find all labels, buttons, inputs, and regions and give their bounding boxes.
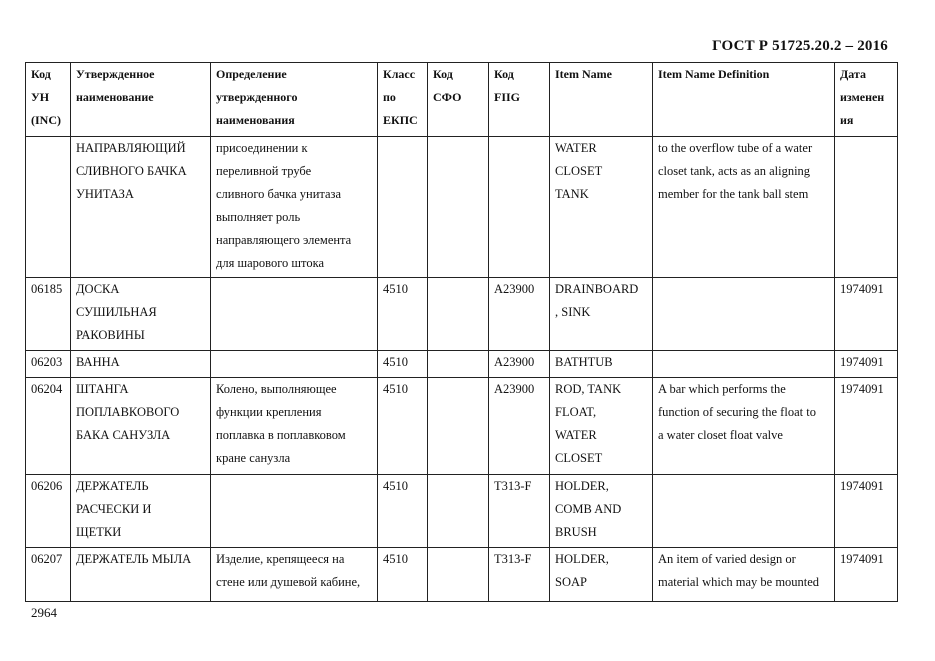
table-row xyxy=(26,137,898,278)
table-row xyxy=(26,378,898,475)
column-header-date: Дата изменен ия xyxy=(835,63,898,137)
cell-code: 06207 xyxy=(26,548,71,602)
cell-item-definition: An item of varied design or material which may be mounted xyxy=(653,548,835,602)
column-header-item-definition: Item Name Definition xyxy=(653,63,835,137)
cell-item-definition: A bar which performs the function of securing the float to a water closet float valve xyxy=(653,378,835,475)
cell-definition: Изделие, крепящееся на стене или душевой кабине, xyxy=(211,548,378,602)
cell-fiig: T313-F xyxy=(489,548,550,602)
cell-date: 1974091 xyxy=(835,351,898,378)
cell-sfo xyxy=(428,475,489,548)
cell-fiig: A23900 xyxy=(489,378,550,475)
cell-approved-name: ДЕРЖАТЕЛЬ МЫЛА xyxy=(71,548,211,602)
cell-date xyxy=(835,137,898,278)
cell-code xyxy=(26,137,71,278)
page-number: 2964 xyxy=(31,605,57,620)
cell-fiig xyxy=(489,137,550,278)
cell-sfo xyxy=(428,378,489,475)
cell-class: 4510 xyxy=(378,548,428,602)
cell-item-name: BATHTUB xyxy=(550,351,653,378)
cell-definition xyxy=(211,351,378,378)
cell-class: 4510 xyxy=(378,351,428,378)
cell-fiig: A23900 xyxy=(489,278,550,351)
column-header-class: Класс по ЕКПС xyxy=(378,63,428,137)
cell-code: 06204 xyxy=(26,378,71,475)
cell-class: 4510 xyxy=(378,475,428,548)
column-header-code: Код УН (INC) xyxy=(26,63,71,137)
cell-item-definition xyxy=(653,278,835,351)
cell-date: 1974091 xyxy=(835,548,898,602)
column-header-item-name: Item Name xyxy=(550,63,653,137)
cell-definition xyxy=(211,278,378,351)
cell-class: 4510 xyxy=(378,278,428,351)
cell-approved-name: ШТАНГА ПОПЛАВКОВОГО БАКА САНУЗЛА xyxy=(71,378,211,475)
table-row xyxy=(26,548,898,602)
cell-definition xyxy=(211,475,378,548)
table-row xyxy=(26,351,898,378)
cell-approved-name: ВАННА xyxy=(71,351,211,378)
cell-date: 1974091 xyxy=(835,378,898,475)
cell-code: 06206 xyxy=(26,475,71,548)
column-header-definition: Определение утвержденного наименования xyxy=(211,63,378,137)
cell-fiig: T313-F xyxy=(489,475,550,548)
cell-approved-name: ДЕРЖАТЕЛЬ РАСЧЕСКИ И ЩЕТКИ xyxy=(71,475,211,548)
column-header-sfo: Код СФО xyxy=(428,63,489,137)
cell-class xyxy=(378,137,428,278)
table-row xyxy=(26,475,898,548)
column-header-approved-name: Утвержденное наименование xyxy=(71,63,211,137)
cell-approved-name: ДОСКА СУШИЛЬНАЯ РАКОВИНЫ xyxy=(71,278,211,351)
cell-approved-name: НАПРАВЛЯЮЩИЙ СЛИВНОГО БАЧКА УНИТАЗА xyxy=(71,137,211,278)
cell-item-name: HOLDER, COMB AND BRUSH xyxy=(550,475,653,548)
cell-code: 06203 xyxy=(26,351,71,378)
cell-sfo xyxy=(428,137,489,278)
table-header-row xyxy=(26,63,898,137)
cell-item-definition: to the overflow tube of a water closet tank, acts as an aligning member for the tank ball stem xyxy=(653,137,835,278)
cell-item-name: HOLDER, SOAP xyxy=(550,548,653,602)
cell-date: 1974091 xyxy=(835,475,898,548)
cell-sfo xyxy=(428,351,489,378)
cell-item-name: WATER CLOSET TANK xyxy=(550,137,653,278)
cell-item-definition xyxy=(653,351,835,378)
cell-fiig: A23900 xyxy=(489,351,550,378)
document-standard-title: ГОСТ Р 51725.20.2 – 2016 xyxy=(712,38,888,54)
cell-item-name: DRAINBOARD , SINK xyxy=(550,278,653,351)
cell-definition: присоединении к переливной трубе сливного бачка унитаза выполняет роль направляющего элемента для шарового штока xyxy=(211,137,378,278)
cell-item-definition xyxy=(653,475,835,548)
column-header-fiig: Код FIIG xyxy=(489,63,550,137)
cell-code: 06185 xyxy=(26,278,71,351)
table-row xyxy=(26,278,898,351)
cell-item-name: ROD, TANK FLOAT, WATER CLOSET xyxy=(550,378,653,475)
item-names-table xyxy=(25,62,898,602)
cell-sfo xyxy=(428,548,489,602)
cell-sfo xyxy=(428,278,489,351)
cell-class: 4510 xyxy=(378,378,428,475)
cell-definition: Колено, выполняющее функции крепления поплавка в поплавковом кране санузла xyxy=(211,378,378,475)
cell-date: 1974091 xyxy=(835,278,898,351)
